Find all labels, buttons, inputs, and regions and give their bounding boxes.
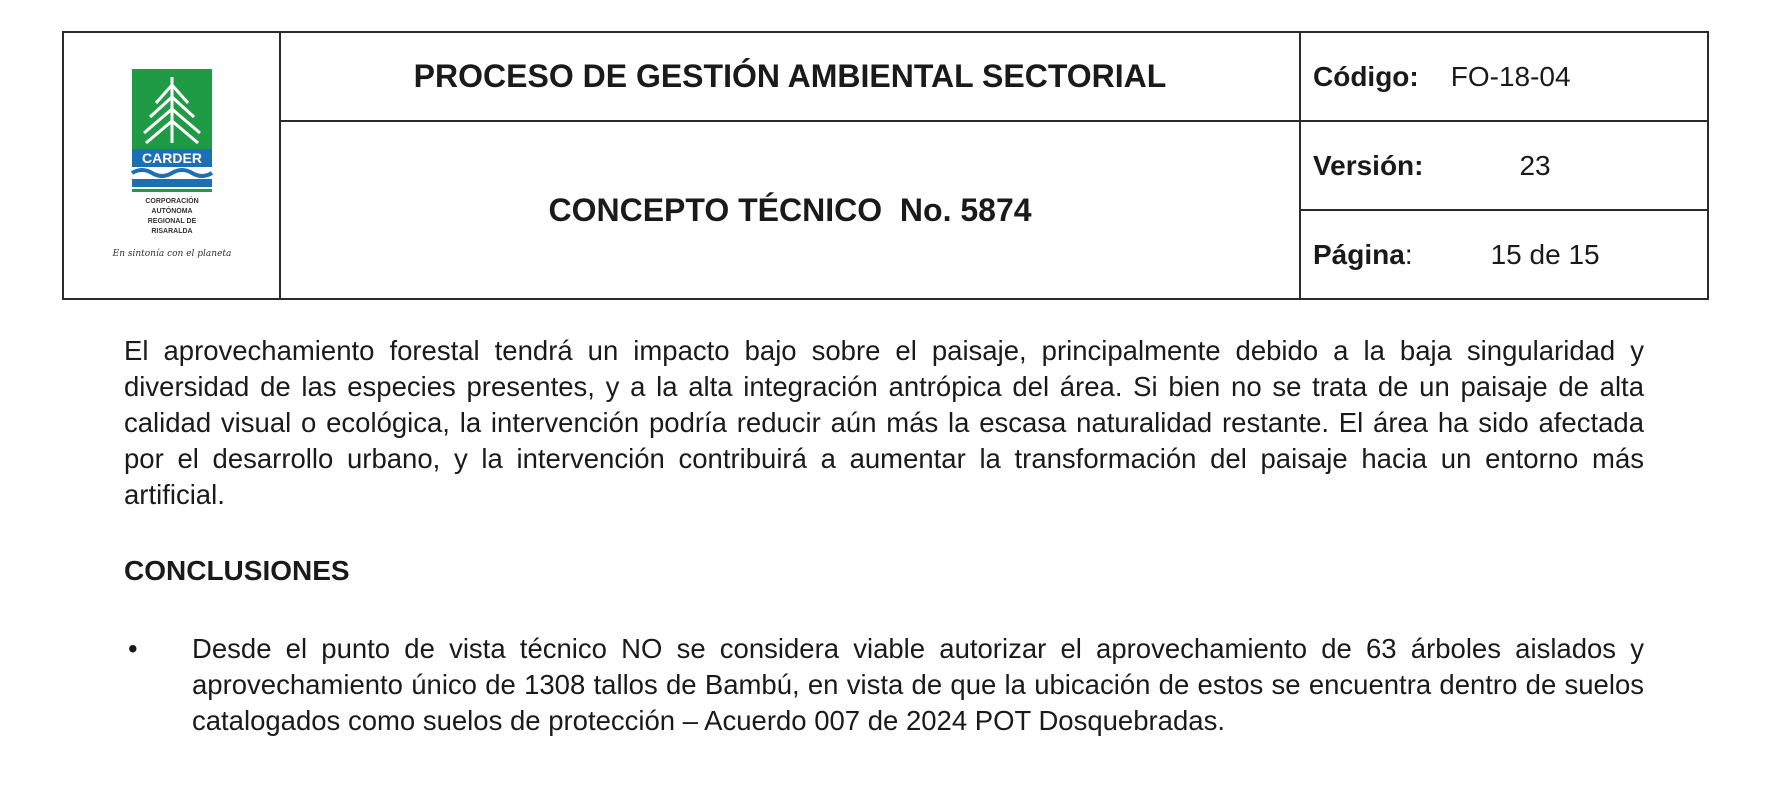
logo-cell — [63, 32, 280, 299]
svg-text:CARDER: CARDER — [141, 149, 202, 166]
version-label: Versión: — [1313, 149, 1424, 181]
water-wave-icon — [132, 170, 212, 176]
landscape-impact-paragraph: El aprovechamiento forestal tendrá un impacto bajo sobre el paisaje, principalmente debido a la baja singularidad y diversidad de las especies presentes, y a la alta integración antrópica del área. Si bien no se trata de un paisaje de alta calidad visual o ecológica, la intervención podría reducir aún más la escasa naturalidad restante. El área ha sido afectada por el desarrollo urbano, y la intervención contribuirá a aumentar la transformación del paisaje hacia un entorno más artificial. — [124, 335, 1644, 510]
bullet-icon: • — [128, 633, 138, 664]
svg-text:En sintonía con el planeta: En sintonía con el planeta — [112, 248, 231, 259]
svg-text:RISARALDA: RISARALDA — [150, 227, 193, 235]
pagina-colon: : — [1404, 238, 1413, 270]
document-header — [62, 31, 1709, 300]
conclusions-list — [124, 631, 1644, 739]
process-title: PROCESO DE GESTIÓN AMBIENTAL SECTORIAL — [280, 32, 1300, 121]
svg-text:REGIONAL DE: REGIONAL DE — [147, 217, 196, 225]
codigo-cell — [1300, 32, 1708, 121]
version-cell — [1300, 121, 1708, 210]
carder-logo — [112, 51, 232, 276]
document-body — [124, 333, 1644, 739]
version-value: 23 — [1519, 149, 1551, 181]
pagina-cell — [1300, 210, 1708, 299]
conclusion-item — [124, 631, 1644, 739]
svg-text:CORPORACIÓN: CORPORACIÓN — [144, 197, 199, 205]
codigo-label: Código: — [1313, 60, 1419, 92]
document-title: CONCEPTO TÉCNICO No. 5874 — [280, 121, 1300, 299]
conclusion-text: Desde el punto de vista técnico NO se considera viable autorizar el aprovechamiento de 63 árboles aislados y aprovechamiento único de 1308 tallos de Bambú, en vista de que la ubicación de estos se encuentra dentro de suelos catalogados como suelos de protección – Acuerdo 007 de 2024 POT Dosquebradas. — [192, 633, 1644, 736]
codigo-value: FO-18-04 — [1450, 60, 1571, 92]
pagina-label: Página — [1313, 238, 1405, 270]
svg-text:AUTÓNOMA: AUTÓNOMA — [150, 207, 193, 215]
conclusions-heading: CONCLUSIONES — [124, 555, 350, 586]
pagina-value: 15 de 15 — [1490, 238, 1600, 270]
